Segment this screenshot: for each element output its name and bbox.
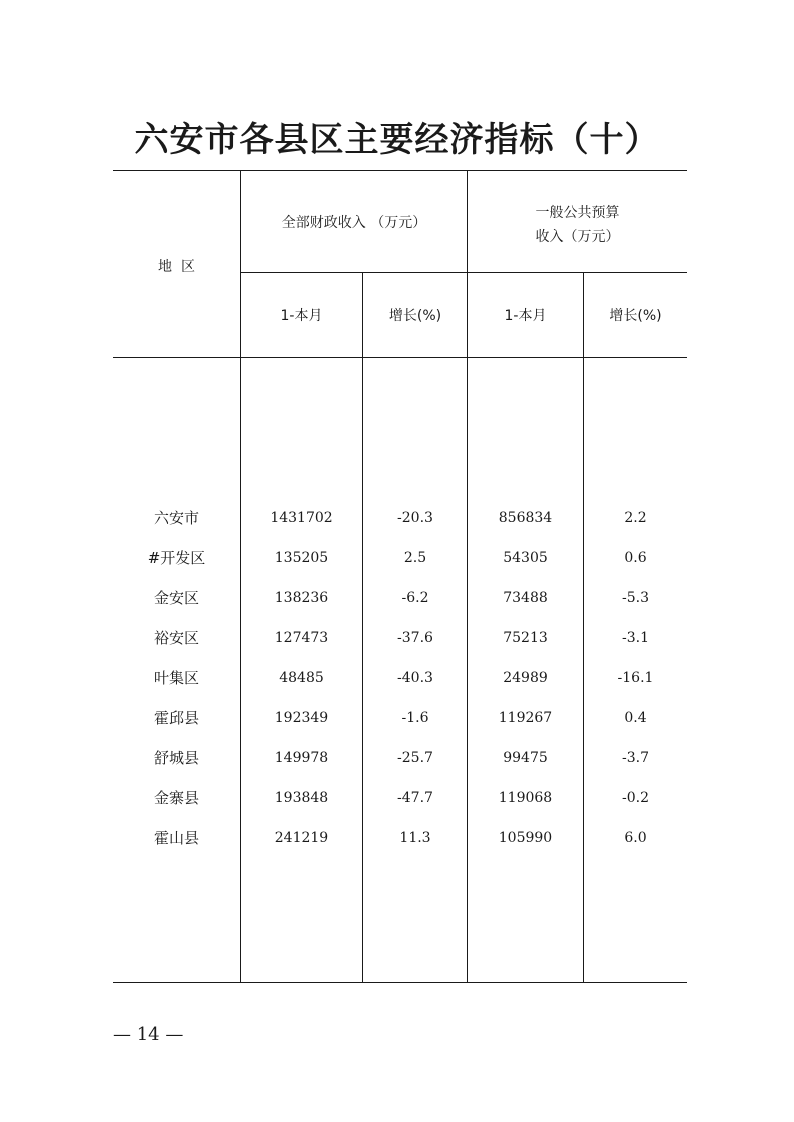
cell-total-growth: 2.5 bbox=[403, 550, 427, 566]
cell-region: #开发区 bbox=[147, 549, 206, 567]
cell-budget: 856834 bbox=[498, 510, 553, 526]
cell-total-growth: -1.6 bbox=[401, 710, 429, 726]
cell-total-growth: -6.2 bbox=[401, 590, 429, 606]
cell-budget: 99475 bbox=[503, 750, 548, 766]
table-bottom-rule bbox=[113, 982, 687, 983]
cell-region: 叶集区 bbox=[153, 669, 199, 687]
cell-region: 六安市 bbox=[153, 509, 199, 527]
cell-total-growth: -47.7 bbox=[397, 790, 433, 806]
cell-total: 241219 bbox=[274, 830, 329, 846]
cell-total: 192349 bbox=[274, 710, 329, 726]
cell-region: 霍邱县 bbox=[153, 709, 199, 727]
cell-total: 193848 bbox=[274, 790, 329, 806]
cell-budget: 24989 bbox=[503, 670, 548, 686]
subheader-total-growth: 增长(%) bbox=[388, 308, 442, 324]
cell-total: 149978 bbox=[274, 750, 329, 766]
cell-budget-growth: 0.6 bbox=[624, 550, 647, 566]
cell-budget: 105990 bbox=[498, 830, 553, 846]
table-top-rule bbox=[113, 170, 687, 171]
subheader-total-ytd: 1-本月 bbox=[280, 308, 323, 324]
cell-total: 135205 bbox=[274, 550, 329, 566]
page-title: 六安市各县区主要经济指标（十） bbox=[134, 120, 660, 160]
subheader-budget-growth: 增长(%) bbox=[609, 308, 662, 324]
cell-total: 138236 bbox=[274, 590, 329, 606]
cell-total: 127473 bbox=[274, 630, 329, 646]
cell-total-growth: -20.3 bbox=[397, 510, 433, 526]
header-mid-rule bbox=[241, 272, 687, 273]
cell-total-growth: 11.3 bbox=[399, 830, 431, 846]
header-total-revenue: 全部财政收入 （万元） bbox=[281, 215, 427, 231]
subheader-budget-ytd: 1-本月 bbox=[504, 308, 547, 324]
header-budget-revenue-line1: 一般公共预算 bbox=[535, 205, 620, 221]
cell-region: 金寨县 bbox=[153, 789, 199, 807]
cell-region: 裕安区 bbox=[153, 629, 199, 647]
cell-budget-growth: -0.2 bbox=[622, 790, 649, 806]
column-divider bbox=[240, 170, 241, 983]
cell-region: 金安区 bbox=[153, 589, 199, 607]
cell-budget-growth: 0.4 bbox=[624, 710, 647, 726]
cell-region: 霍山县 bbox=[153, 829, 199, 847]
cell-budget-growth: 6.0 bbox=[624, 830, 647, 846]
header-bottom-rule bbox=[113, 357, 687, 358]
cell-total-growth: -37.6 bbox=[397, 630, 433, 646]
cell-total-growth: -25.7 bbox=[397, 750, 433, 766]
cell-budget-growth: -3.7 bbox=[622, 750, 649, 766]
cell-total: 48485 bbox=[279, 670, 324, 686]
cell-budget-growth: 2.2 bbox=[624, 510, 647, 526]
cell-budget-growth: -16.1 bbox=[617, 670, 654, 686]
cell-budget-growth: -3.1 bbox=[622, 630, 649, 646]
cell-total: 1431702 bbox=[270, 510, 333, 526]
cell-budget-growth: -5.3 bbox=[622, 590, 649, 606]
cell-region: 舒城县 bbox=[153, 749, 199, 767]
cell-budget: 75213 bbox=[503, 630, 548, 646]
column-divider bbox=[467, 170, 468, 983]
cell-budget: 119267 bbox=[498, 710, 553, 726]
cell-total-growth: -40.3 bbox=[397, 670, 433, 686]
cell-budget: 119068 bbox=[498, 790, 553, 806]
cell-budget: 54305 bbox=[503, 550, 548, 566]
header-budget-revenue-line2: 收入（万元） bbox=[535, 229, 620, 245]
cell-budget: 73488 bbox=[503, 590, 548, 606]
page-number: — 14 — bbox=[113, 1024, 184, 1045]
header-region: 地 区 bbox=[158, 259, 195, 275]
